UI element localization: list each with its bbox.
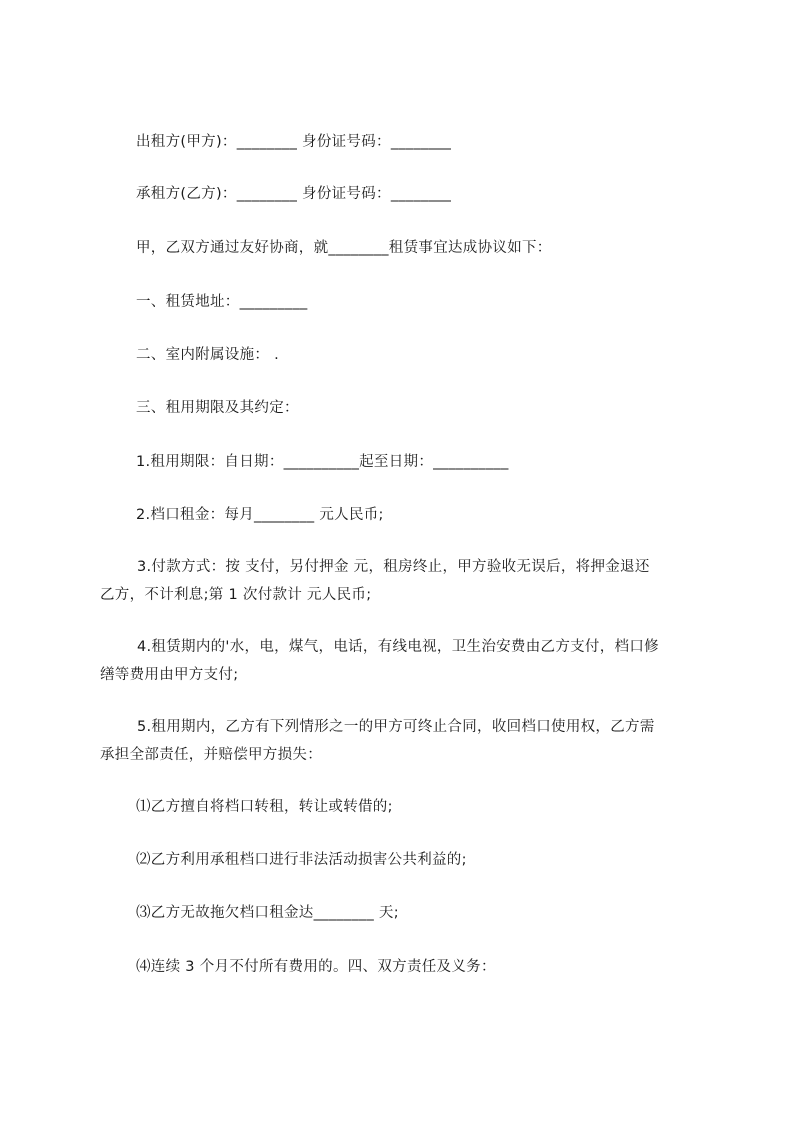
lessee-line: 承租方(乙方)：________ 身份证号码：________ [136,186,452,202]
clause-fees [100,637,659,685]
lessor-line: 出租方(甲方)：________ 身份证号码：________ [136,134,452,150]
clause-rental-period: 1.租用期限：自日期：__________起至日期：__________ [136,454,509,470]
termination-item-3: ⑶乙方无故拖欠档口租金达________ 天; [136,905,399,921]
clause-fees-line-1: 4.租赁期内的'水，电，煤气，电话，有线电视，卫生治安费由乙方支付，档口修 [137,639,659,655]
clause-rent: 2.档口租金：每月________ 元人民币; [136,507,384,523]
termination-item-4: ⑷连续 3 个月不付所有费用的。四、双方责任及义务： [136,959,496,975]
indoor-facilities: 二、室内附属设施： . [136,347,280,363]
clause-payment-line-1: 3.付款方式：按 支付，另付押金 元，租房终止，甲方验收无误后，将押金退还 [137,559,650,575]
clause-termination [100,717,655,765]
agreement-intro: 甲，乙双方通过友好协商，就________租赁事宜达成协议如下： [136,240,552,256]
clause-termination-line-2: 承担全部责任，并赔偿甲方损失： [100,747,322,763]
rental-address: 一、租赁地址：_________ [136,294,308,310]
clause-payment-line-2: 乙方，不计利息;第 1 次付款计 元人民币; [100,587,372,603]
section-three-heading: 三、租用期限及其约定： [136,400,299,416]
termination-item-1: ⑴乙方擅自将档口转租，转让或转借的; [136,799,393,815]
termination-item-2: ⑵乙方利用承租档口进行非法活动损害公共利益的; [136,852,467,868]
clause-payment [100,557,650,605]
clause-termination-line-1: 5.租用期内，乙方有下列情形之一的甲方可终止合同，收回档口使用权，乙方需 [137,719,655,735]
clause-fees-line-2: 缮等费用由甲方支付; [100,667,239,683]
